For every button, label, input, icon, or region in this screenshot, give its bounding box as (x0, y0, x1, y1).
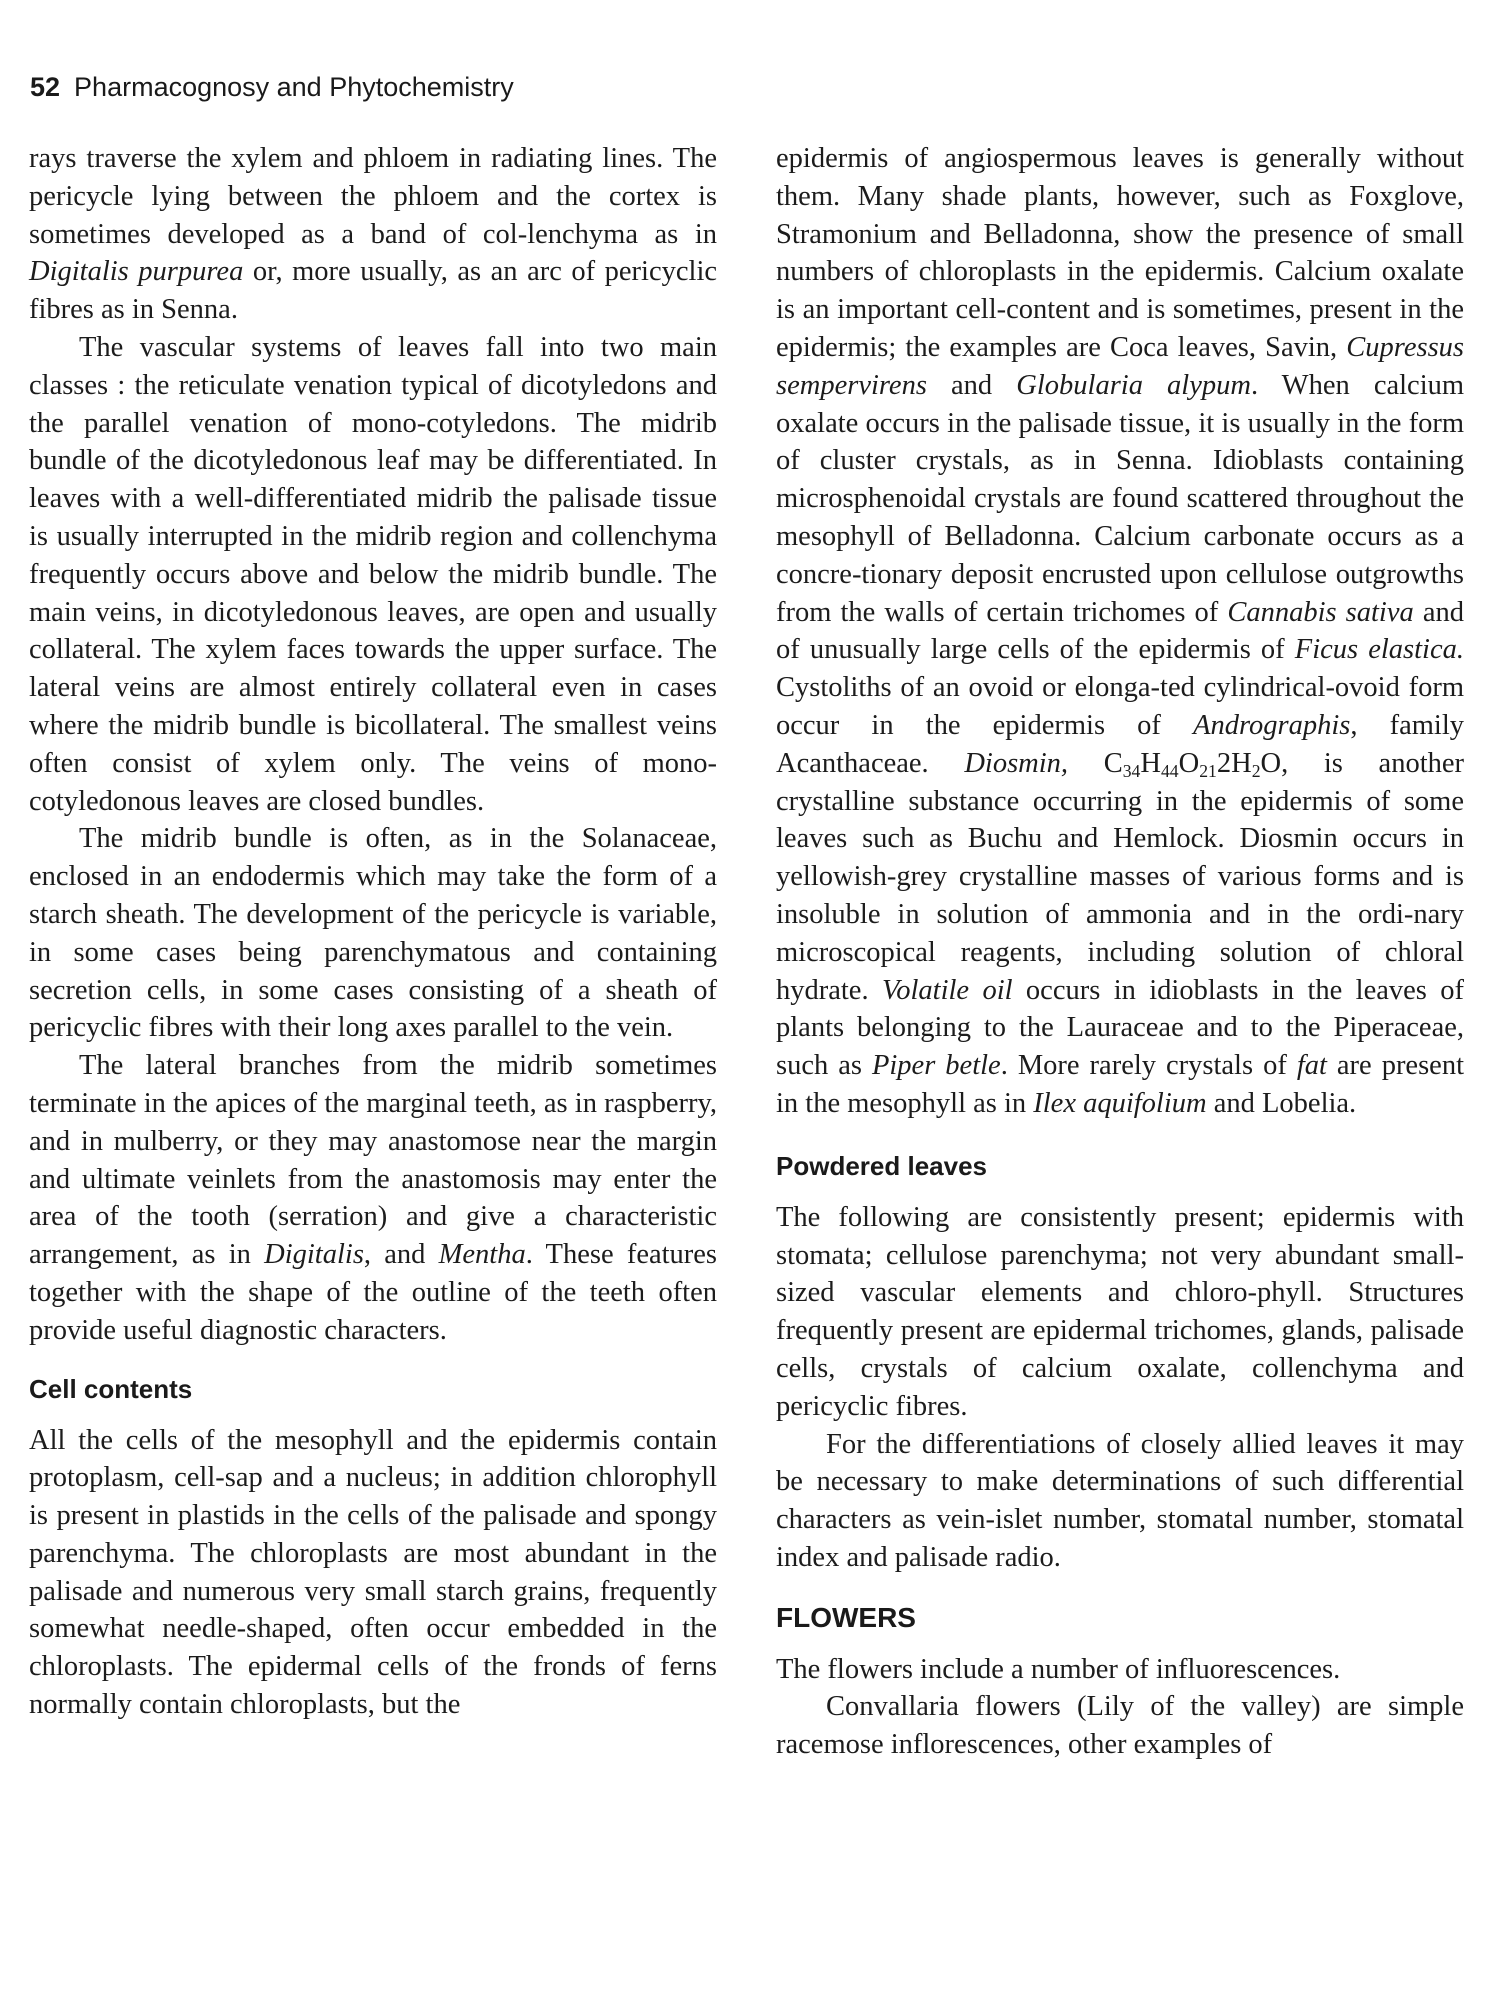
running-title: Pharmacognosy and Phytochemistry (74, 72, 514, 102)
left-column (29, 140, 717, 1724)
heading-powdered-leaves: Powdered leaves (776, 1150, 987, 1181)
heading-flowers: FLOWERS (776, 1601, 916, 1633)
paragraph-flowers-intro: The flowers include a number of influorescences. (776, 1653, 1341, 1685)
paragraph-lateral-branches: The lateral branches from the midrib sometimes terminate in the apices of the marginal teeth, as in raspberry, and in mulberry, or they may anastomose near the margin and ultimate veinlets from the anastomosis may enter the area of the tooth (serration) and give a characteristic arrangement, as in Digitalis, and Mentha. These features together with the shape of the outline of the teeth often provide useful diagnostic characters. (29, 1050, 718, 1346)
running-header (30, 72, 514, 103)
paragraph-epidermis: epidermis of angiospermous leaves is generally without them. Many shade plants, however, such as Foxglove, Stramonium and Belladonna, show the presence of small numbers of chloroplasts in the epidermis. Calcium oxalate is an important cell-content and is sometimes, present in the epidermis; the examples are Coca leaves, Savin, Cupressus sempervirens and Globularia alypum. When calcium oxalate occurs in the palisade tissue, it is usually in the form of cluster crystals, as in Senna. Idioblasts containing microsphenoidal crystals are found scattered throughout the mesophyll of Belladonna. Calcium carbonate occurs as a concre-tionary deposit encrusted upon cellulose outgrowths from the walls of certain trichomes of Cannabis sativa and of unusually large cells of the epidermis of Ficus elastica. Cystoliths of an ovoid or elonga-ted cylindrical-ovoid form occur in the epidermis of Andrographis, family Acanthaceae. Diosmin, $C_{34}H_{44}O_{21}2H_2O$, is another crystalline substance occurring in the epidermis of some leaves such as Buchu and Hemlock. Diosmin occurs in yellowish-grey crystalline masses of various forms and is insoluble in solution of ammonia and in the ordi-nary microscopical reagents, including solution of chloral hydrate. Volatile oil occurs in idioblasts in the leaves of plants belonging to the Lauraceae and to the Piperaceae, such as Piper betle. More rarely crystals of fat are present in the mesophyll as in Ilex aquifolium and Lobelia. (776, 143, 1465, 1119)
paragraph-vascular-systems: The vascular systems of leaves fall into two main classes : the reticulate venation typical of dicotyledons and the parallel venation of mono-cotyledons. The midrib bundle of the dicotyledonous leaf may be differentiated. In leaves with a well-differentiated midrib the palisade tissue is usually interrupted in the midrib region and collenchyma frequently occurs above and below the midrib bundle. The main veins, in dicotyledonous leaves, are open and usually collateral. The xylem faces towards the upper surface. The lateral veins are almost entirely collateral even in cases where the midrib bundle is bicollateral. The smallest veins often consist of xylem only. The veins of mono-cotyledonous leaves are closed bundles. (29, 331, 717, 817)
heading-cell-contents: Cell contents (29, 1373, 193, 1404)
paragraph-midrib-bundle: The midrib bundle is often, as in the Solanaceae, enclosed in an endodermis which may take the form of a starch sheath. The development of the pericycle is variable, in some cases being parenchymatous and containing secretion cells, in some cases consisting of a sheath of pericyclic fibres with their long axes parallel to the vein. (29, 823, 717, 1044)
page-number: 52 (30, 72, 61, 102)
paragraph-continued: rays traverse the xylem and phloem in radiating lines. The pericycle lying between the phloem and the cortex is sometimes developed as a band of col-lenchyma as in Digitalis purpurea or, more usually, as an arc of pericyclic fibres as in Senna. (29, 143, 718, 326)
paragraph-differentiations: For the differentiations of closely allied leaves it may be necessary to make determinations of such differential characters as vein-islet number, stomatal number, stomatal index and palisade radio. (776, 1428, 1464, 1573)
paragraph-cell-contents: All the cells of the mesophyll and the epidermis contain protoplasm, cell-sap and a nucleus; in addition chlorophyll is present in plastids in the cells of the palisade and spongy parenchyma. The chloroplasts are most abundant in the palisade and numerous very small starch grains, frequently somewhat needle-shaped, often occur embedded in the chloroplasts. The epidermal cells of the fronds of ferns normally contain chloroplasts, but the (29, 1424, 717, 1721)
right-column (776, 140, 1464, 1764)
paragraph-convallaria: Convallaria flowers (Lily of the valley) are simple racemose inflorescences, other examples of (776, 1691, 1464, 1761)
diosmin-formula: $C_{34}H_{44}O_{21}2H_2O$, (1103, 747, 1289, 781)
paragraph-powdered-leaves: The following are consistently present; epidermis with stomata; cellulose parenchyma; not very abundant small-sized vascular elements and chloro-phyll. Structures frequently present are epidermal trichomes, glands, palisade cells, crystals of calcium oxalate, collenchyma and pericyclic fibres. (776, 1201, 1464, 1422)
